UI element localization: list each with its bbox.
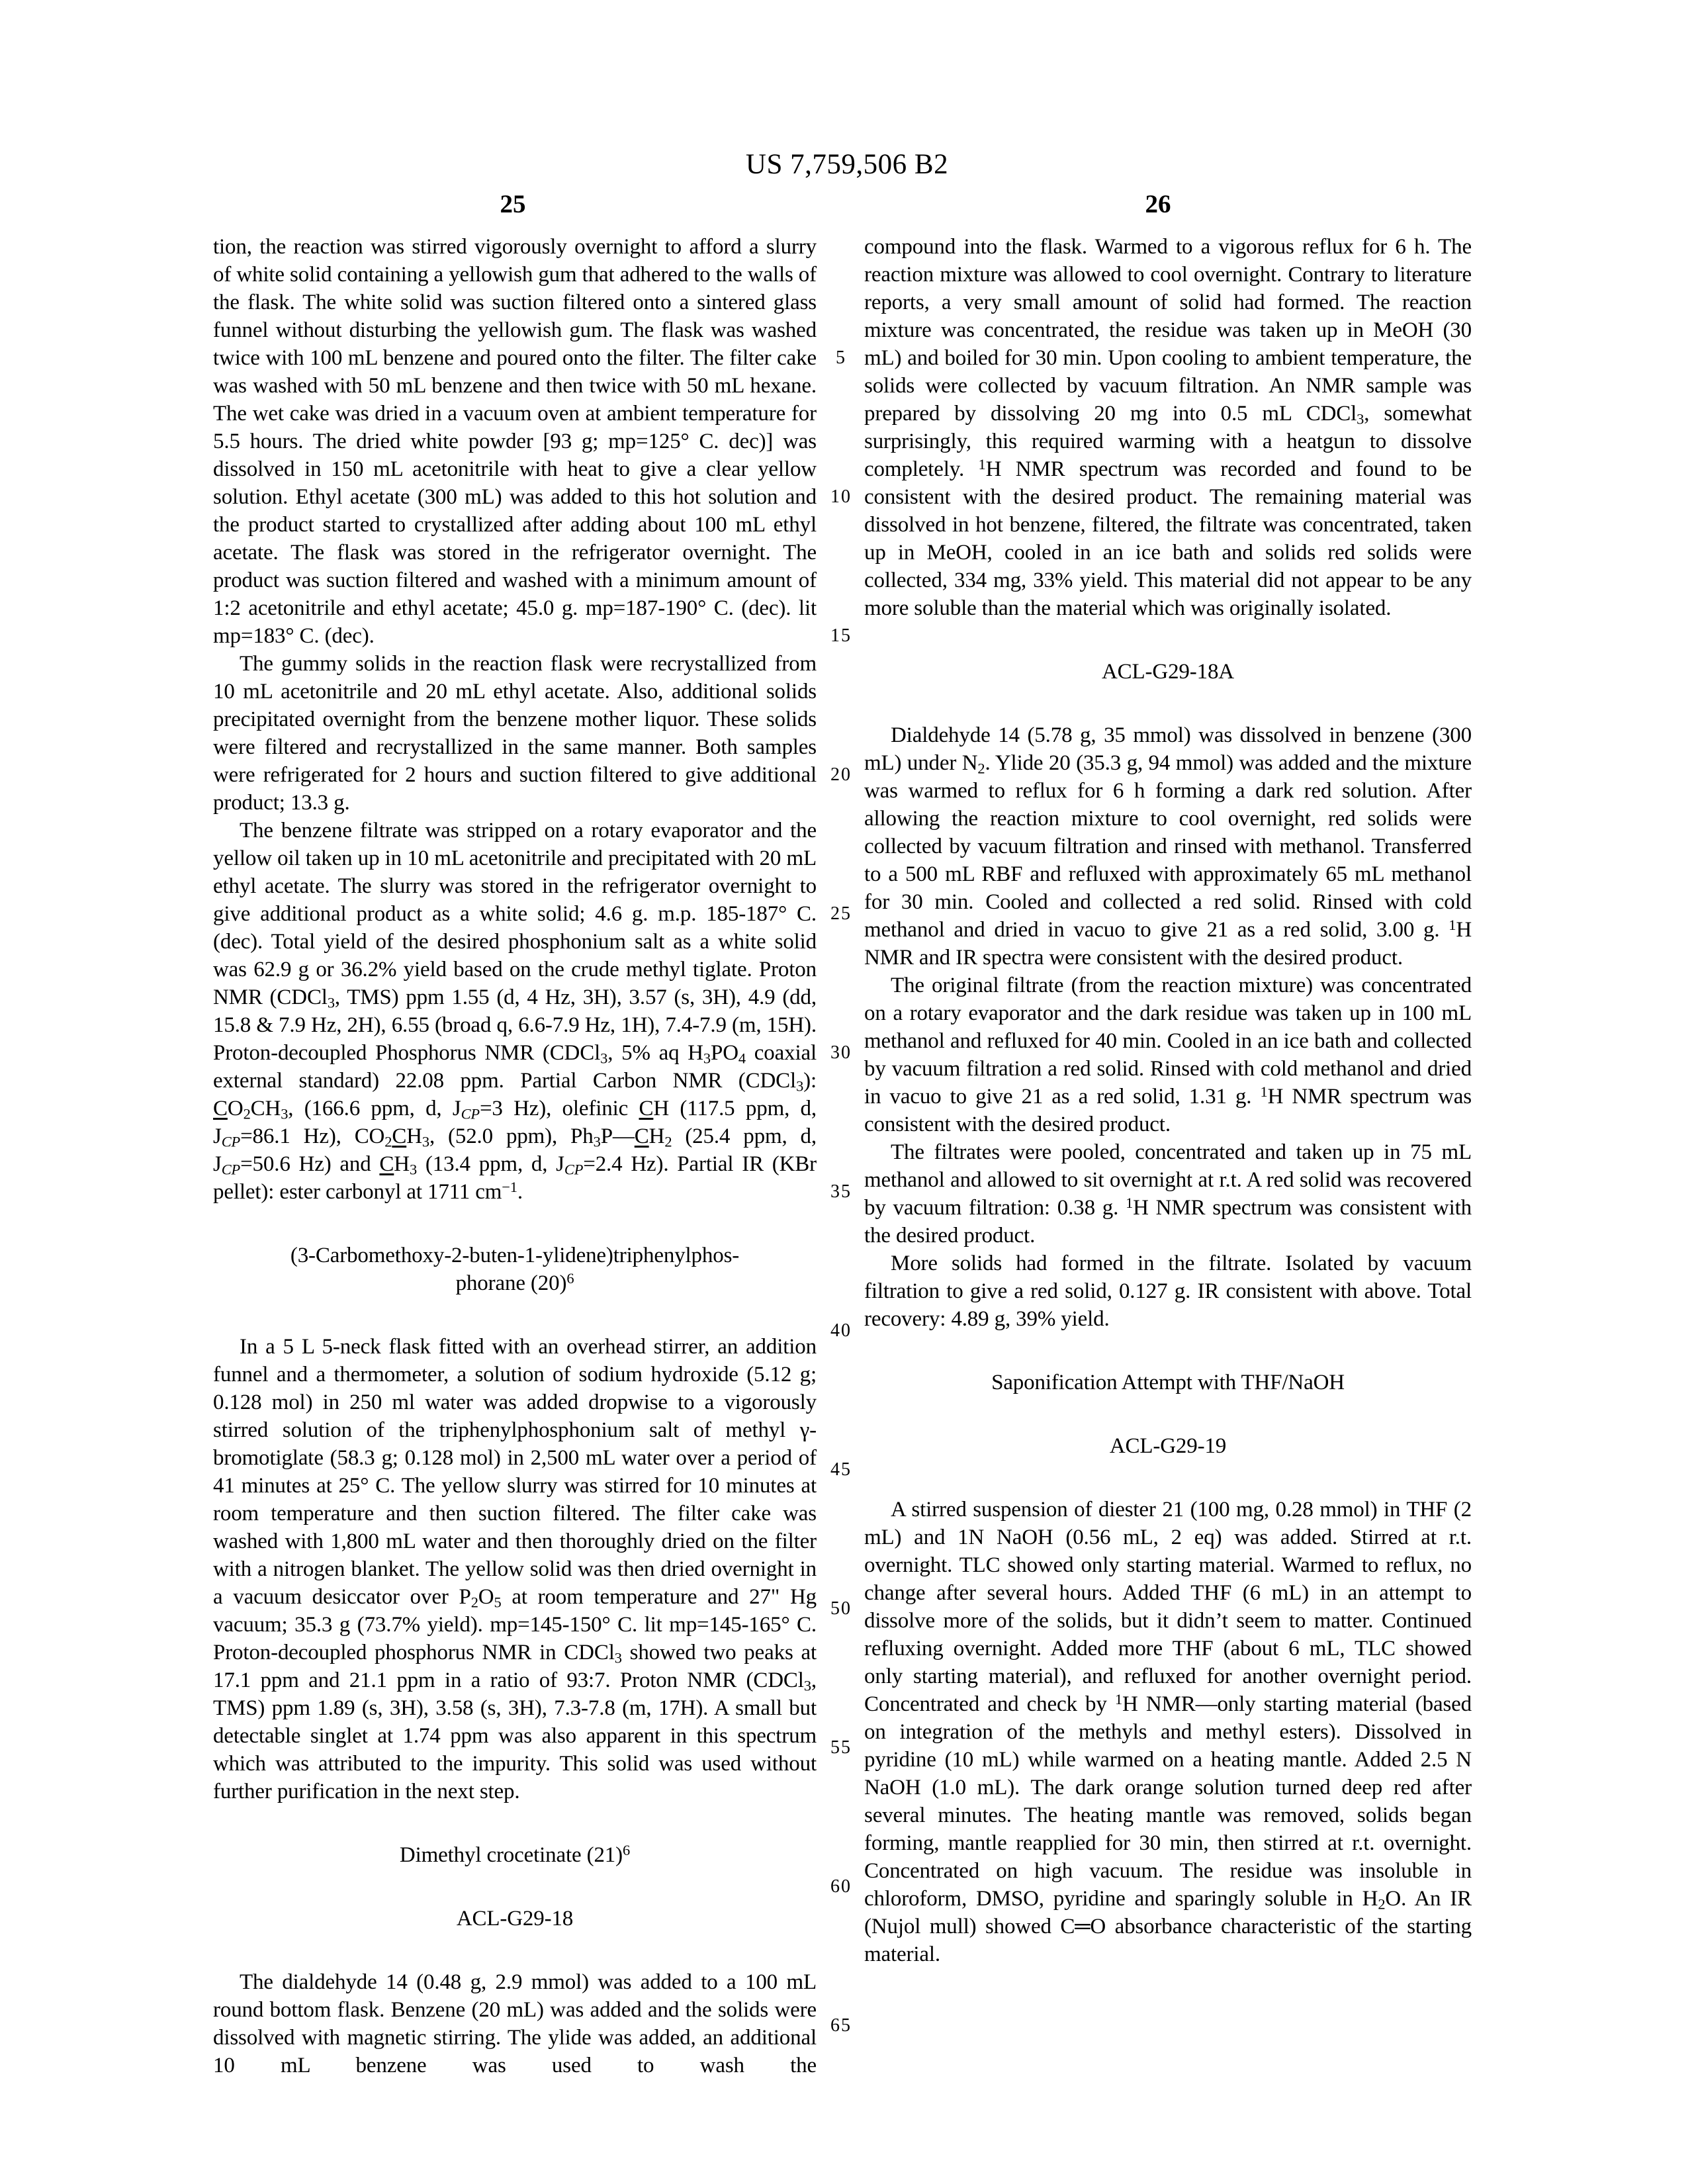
section-heading-dimethyl-crocetinate: Dimethyl crocetinate $(21)^6$ xyxy=(399,1841,631,1867)
paragraph-continuation: tion, the reaction was stirred vigorously overnight to afford a slurry of white solid containing a yellowish gum that adhered to the walls of the flask. The white solid was suction filtered onto a sintered glass funnel without disturbing the yellowish gum. The flask was washed twice with 100 mL benzene and poured onto the filter. The filter cake was washed with 50 mL benzene and then twice with 50 mL hexane. The wet cake was dried in a vacuum oven at ambient temperature for 5.5 hours. The dried white powder [93 g; mp=125° C. dec)] was dissolved in 150 mL acetonitrile with heat to give a clear yellow solution. Ethyl acetate (300 mL) was added to this hot solution and the product started to crystallized after adding about 100 mL ethyl acetate. The flask was stored in the refrigerator overnight. The product was suction filtered and washed with a minimum amount of 1:2 acetonitrile and ethyl acetate; 45.0 g. mp=187-190° C. (dec). lit mp=183° C. (dec). xyxy=(213,235,817,648)
paragraph: More solids had formed in the filtrate. Isolated by vacuum filtration to give a red solid, 0.127 g. IR consistent with above. Total recovery: 4.89 g, 39% yield. xyxy=(864,1251,1472,1331)
section-heading-phosphorane: (3-Carbomethoxy-2-buten-1-ylidene)triphenylphos- phorane $(20)^6$ xyxy=(290,1244,740,1295)
gutter-line-number: 50 xyxy=(830,1598,852,1619)
paragraph-continuation: compound into the flask. Warmed to a vigorous reflux for 6 h. The reaction mixture was allowed to cool overnight. Contrary to literature reports, a very small amount of solid had formed. The reaction mixture was concentrated, the residue was taken up in MeOH (30 mL) and boiled for 30 min. Upon cooling to ambient temperature, the solids were collected by vacuum filtration. An NMR sample was prepared by dissolving 20 mg into 0.5 mL CDCl$_3$, somewhat surprisingly, this required warming with a heatgun to dissolve completely. $^1$H NMR spectrum was recorded and found to be consistent with the desired product. The remaining material was dissolved in hot benzene, filtered, the filtrate was concentrated, taken up in MeOH, cooled in an ice bath and solids red solids were collected, 334 mg, 33% yield. This material did not appear to be any more soluble than the material which was originally isolated. xyxy=(864,235,1472,620)
section-heading-acl-g29-18: ACL-G29-18 xyxy=(456,1907,574,1931)
gutter-line-number: 10 xyxy=(830,486,852,507)
gutter-line-number: 5 xyxy=(836,347,846,368)
paragraph: A stirred suspension of diester 21 (100 mg, 0.28 mmol) in THF (2 mL) and 1N NaOH (0.56 mL, 2 eq) was added. Stirred at r.t. overnight. TLC showed only starting material. Warmed to reflux, no change after several hours. Added THF (6 mL) in an attempt to dissolve more of the solids, but it didn’t seem to matter. Continued refluxing overnight. Added more THF (about 6 mL, TLC showed only starting material), and refluxed for another overnight period. Concentrated and check by $^1$H NMR—only starting material (based on integration of the methyls and methyl esters). Dissolved in pyridine (10 mL) while warmed on a heating mantle. Added 2.5 N NaOH (1.0 mL). The dark orange solution turned deep red after several minutes. The heating mantle was removed, solids began forming, mantle reapplied for 30 min, then stirred at r.t. overnight. Concentrated on high vacuum. The residue was insoluble in chloroform, DMSO, pyridine and sparingly soluble in $H_2O$. An IR (Nujol mull) showed C═O absorbance characteristic of the starting material. xyxy=(864,1498,1472,1966)
gutter-line-number: 60 xyxy=(830,1876,852,1897)
gutter-line-number: 55 xyxy=(830,1737,852,1758)
paragraph: In a 5 L 5-neck flask fitted with an overhead stirrer, an addition funnel and a thermometer, a solution of sodium hydroxide (5.12 g; 0.128 mol) in 250 ml water was added dropwise to a vigorously stirred solution of the triphenylphosphonium salt of methyl γ-bromotiglate (58.3 g; 0.128 mol) in 2,500 mL water over a period of 41 minutes at 25° C. The yellow slurry was stirred for 10 minutes at room temperature and then suction filtered. The filter cake was washed with 1,800 mL water and then thoroughly dried on the filter with a nitrogen blanket. The yellow solid was then dried overnight in a vacuum desiccator over $P_2O_5$ at room temperature and 27" Hg vacuum; 35.3 g (73.7% yield). mp=145-150° C. lit mp=145-165° C. Proton-decoupled phosphorus NMR in CDCl$_3$ showed two peaks at 17.1 ppm and 21.1 ppm in a ratio of 93:7. Proton NMR (CDCl$_3$, TMS) ppm 1.89 (s, 3H), 3.58 (s, 3H), 7.3-7.8 (m, 17H). A small but detectable singlet at 1.74 ppm was also apparent in this spectrum which was attributed to the impurity. This solid was used without further purification in the next step. xyxy=(213,1335,817,1803)
column-25-text xyxy=(213,233,817,2079)
column-number-left: 25 xyxy=(500,190,526,218)
paragraph: Dialdehyde 14 (5.78 g, 35 mmol) was dissolved in benzene (300 mL) under $N_2$. Ylide 20 (35.3 g, 94 mmol) was added and the mixture was warmed to reflux for 6 h forming a dark red solution. After allowing the reaction mixture to cool overnight, red solids were collected by vacuum filtration and rinsed with methanol. Transferred to a 500 mL RBF and refluxed with approximately 65 mL methanol for 30 min. Cooled and collected a red solid. Rinsed with cold methanol and dried in vacuo to give 21 as a red solid, 3.00 g. $^1$H NMR and IR spectra were consistent with the desired product. xyxy=(864,723,1472,970)
gutter-line-number: 35 xyxy=(830,1181,852,1202)
gutter-line-number: 25 xyxy=(830,903,852,924)
gutter-line-number: 15 xyxy=(830,625,852,646)
gutter-line-number: 30 xyxy=(830,1042,852,1063)
paragraph: The benzene filtrate was stripped on a rotary evaporator and the yellow oil taken up in 10 mL acetonitrile and precipitated with 20 mL ethyl acetate. The slurry was stored in the refrigerator overnight to give additional product as a white solid; 4.6 g. m.p. 185-187° C. (dec). Total yield of the desired phosphonium salt as a white solid was 62.9 g or 36.2% yield based on the crude methyl tiglate. Proton NMR (CDCl$_3$, TMS) ppm 1.55 (d, 4 Hz, 3H), 3.57 (s, 3H), 4.9 (dd, 15.8 & 7.9 Hz, 2H), 6.55 (broad q, 6.6-7.9 Hz, 1H), 7.4-7.9 (m, 15H). Proton-decoupled Phosphorus NMR (CDCl$_3$, 5% aq $H_3PO_4$ coaxial external standard) 22.08 ppm. Partial Carbon NMR (CDCl$_3$): $CO_2CH_3$, (166.6 ppm, d, $J_{CP}=3$ Hz), olefinic CH (117.5 ppm, d, $J_{CP}=86.1$ Hz), $CO_2CH_3$, (52.0 ppm), $Ph_3P—CH_2$ (25.4 ppm, d, $J_{CP}=50.6$ Hz) and $CH_3$ (13.4 ppm, d, $J_{CP}=2.4$ Hz). Partial IR (KBr pellet): ester carbonyl at 1711 $cm^{-1}$. xyxy=(213,819,817,1204)
column-26-text xyxy=(864,233,1472,1968)
patent-number-header: US 7,759,506 B2 xyxy=(745,149,949,180)
gutter-line-number: 45 xyxy=(830,1459,852,1480)
paragraph: The dialdehyde 14 (0.48 g, 2.9 mmol) was added to a 100 mL round bottom flask. Benzene (20 mL) was added and the solids were dissolved with magnetic stirring. The ylide was added, an additional 10 mL benzene was used to wash the xyxy=(213,1970,817,2077)
section-heading-acl-g29-18a: ACL-G29-18A xyxy=(1102,660,1234,684)
section-heading-saponification: Saponification Attempt with THF/NaOH xyxy=(991,1371,1345,1394)
gutter-line-number: 65 xyxy=(830,2015,852,2036)
gutter-line-number: 20 xyxy=(830,764,852,785)
paragraph: The filtrates were pooled, concentrated and taken up in 75 mL methanol and allowed to sit overnight at r.t. A red solid was recovered by vacuum filtration: 0.38 g. $^1$H NMR spectrum was consistent with the desired product. xyxy=(864,1140,1472,1248)
paragraph: The gummy solids in the reaction flask were recrystallized from 10 mL acetonitrile and 20 mL ethyl acetate. Also, additional solids precipitated overnight from the benzene mother liquor. These solids were filtered and recrystallized in the same manner. Both samples were refrigerated for 2 hours and suction filtered to give additional product; 13.3 g. xyxy=(213,652,817,815)
section-heading-acl-g29-19: ACL-G29-19 xyxy=(1109,1434,1227,1458)
column-number-right: 26 xyxy=(1145,190,1171,218)
paragraph: The original filtrate (from the reaction mixture) was concentrated on a rotary evaporator and the dark residue was taken up in 100 mL methanol and refluxed for 40 min. Cooled in an ice bath and collected by vacuum filtration a red solid. Rinsed with cold methanol and dried in vacuo to give 21 as a red solid, 1.31 g. $^1$H NMR spectrum was consistent with the desired product. xyxy=(864,974,1472,1136)
gutter-line-number: 40 xyxy=(830,1320,852,1341)
